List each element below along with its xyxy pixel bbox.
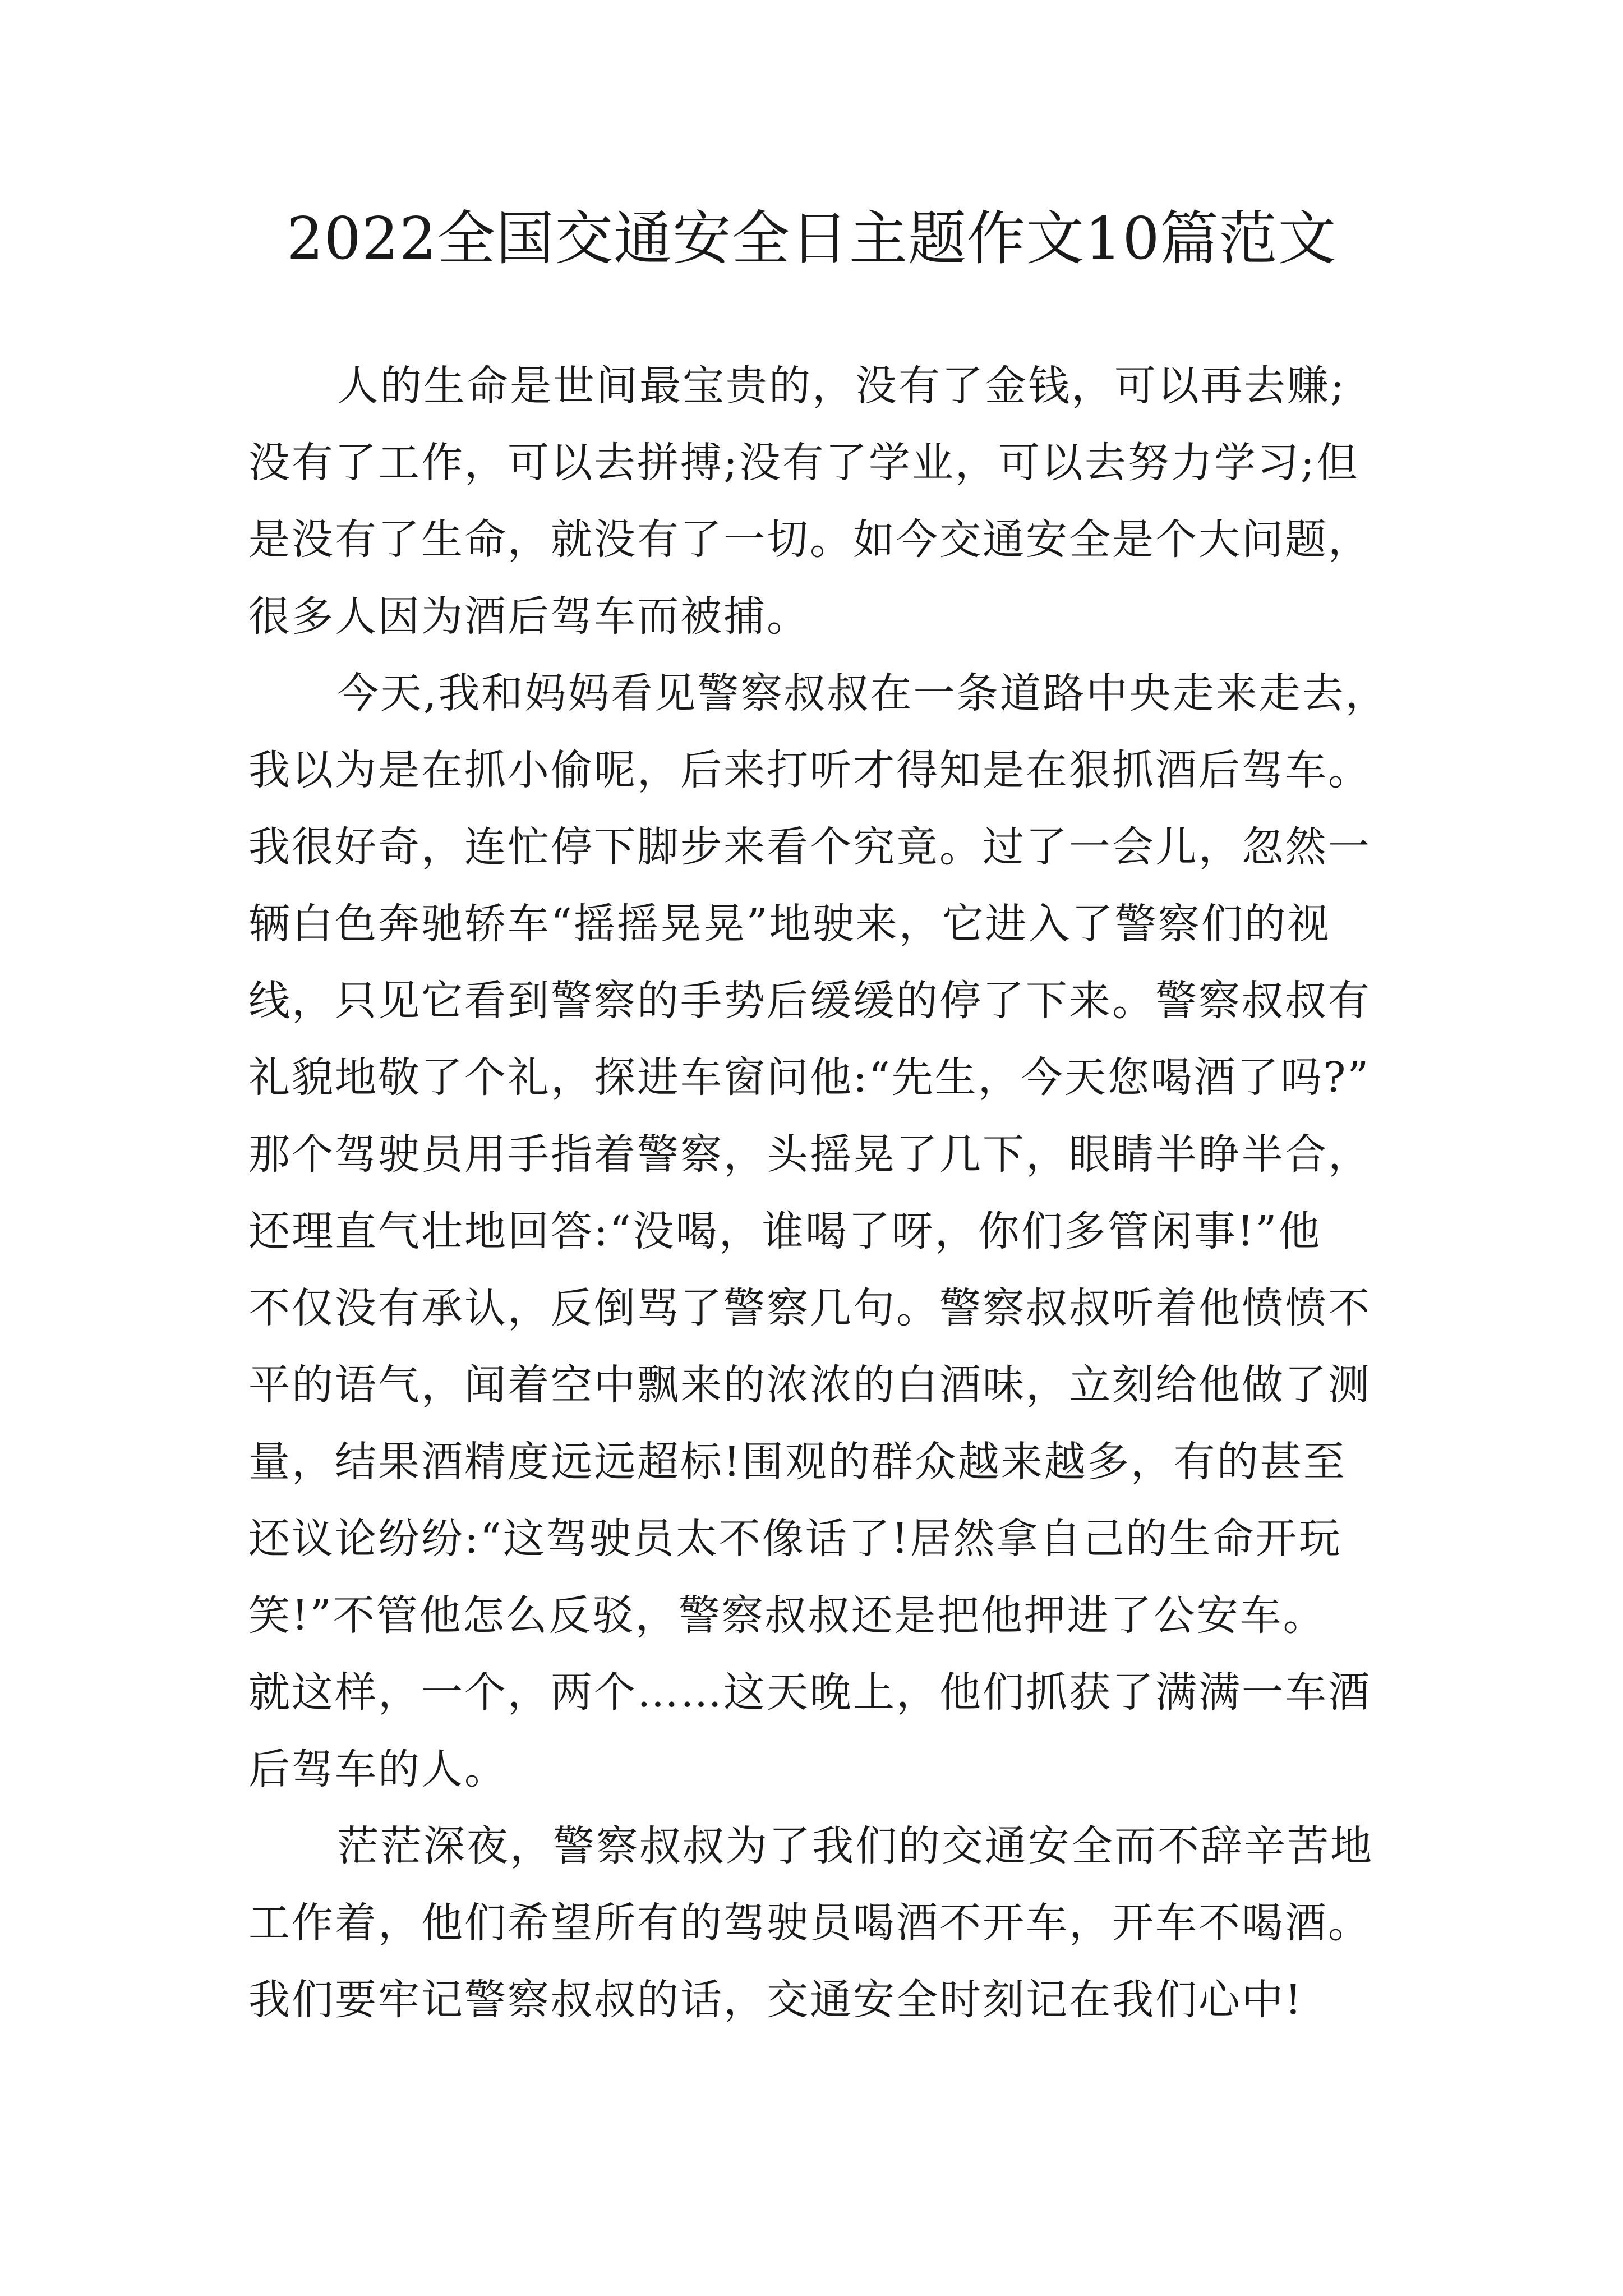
paragraph-2-line-7: 那个驾驶员用手指着警察，头摇晃了几下，眼睛半睁半合， [248,1130,1371,1179]
paragraph-1-line-3: 是没有了生命，就没有了一切。如今交通安全是个大问题， [248,516,1371,564]
paragraph-2-line-3: 我很好奇，连忙停下脚步来看个究竟。过了一会儿，忽然一 [248,823,1371,871]
paragraph-2-line-2: 我以为是在抓小偷呢，后来打听才得知是在狠抓酒后驾车。 [248,746,1371,794]
paragraph-2-line-10: 平的语气，闻着空中飘来的浓浓的白酒味，立刻给他做了测 [248,1361,1371,1409]
paragraph-3-line-2: 工作着，他们希望所有的驾驶员喝酒不开车，开车不喝酒。 [248,1899,1371,1947]
paragraph-2-line-1: 今天,我和妈妈看见警察叔叔在一条道路中央走来走去， [337,669,1389,717]
paragraph-2-line-9: 不仅没有承认，反倒骂了警察几句。警察叔叔听着他愤愤不 [248,1284,1371,1332]
paragraph-2-line-6: 礼貌地敬了个礼，探进车窗问他:“先生，今天您喝酒了吗?” [248,1053,1371,1102]
paragraph-2-line-15: 后驾车的人。 [248,1745,508,1793]
paragraph-1-line-1: 人的生命是世间最宝贵的，没有了金钱，可以再去赚; [337,362,1346,410]
paragraph-2-line-8: 还理直气壮地回答:“没喝，谁喝了呀，你们多管闲事!”他 [248,1207,1322,1255]
paragraph-3-line-1: 茫茫深夜，警察叔叔为了我们的交通安全而不辞辛苦地 [337,1822,1373,1870]
paragraph-2-line-14: 就这样，一个，两个……这天晚上，他们抓获了满满一车酒 [248,1668,1371,1717]
paragraph-3-line-3: 我们要牢记警察叔叔的话，交通安全时刻记在我们心中! [248,1976,1303,2024]
paragraph-2-line-13: 笑!”不管他怎么反驳，警察叔叔还是把他押进了公安车。 [248,1591,1326,1640]
document-body [248,348,1393,2039]
document-title: 2022全国交通安全日主题作文10篇范文 [286,204,1337,273]
paragraph-1-line-2: 没有了工作，可以去拼搏;没有了学业，可以去努力学习;但 [248,439,1359,487]
paragraph-2-line-11: 量，结果酒精度远远超标!围观的群众越来越多，有的甚至 [248,1438,1347,1486]
paragraph-2-line-12: 还议论纷纷:“这驾驶员太不像话了!居然拿自己的生命开玩 [248,1515,1342,1563]
paragraph-1-line-4: 很多人因为酒后驾车而被捕。 [248,592,810,641]
paragraph-2-line-5: 线，只见它看到警察的手势后缓缓的停了下来。警察叔叔有 [248,977,1371,1025]
paragraph-2-line-4: 辆白色奔驰轿车“摇摇晃晃”地驶来，它进入了警察们的视 [248,900,1331,948]
